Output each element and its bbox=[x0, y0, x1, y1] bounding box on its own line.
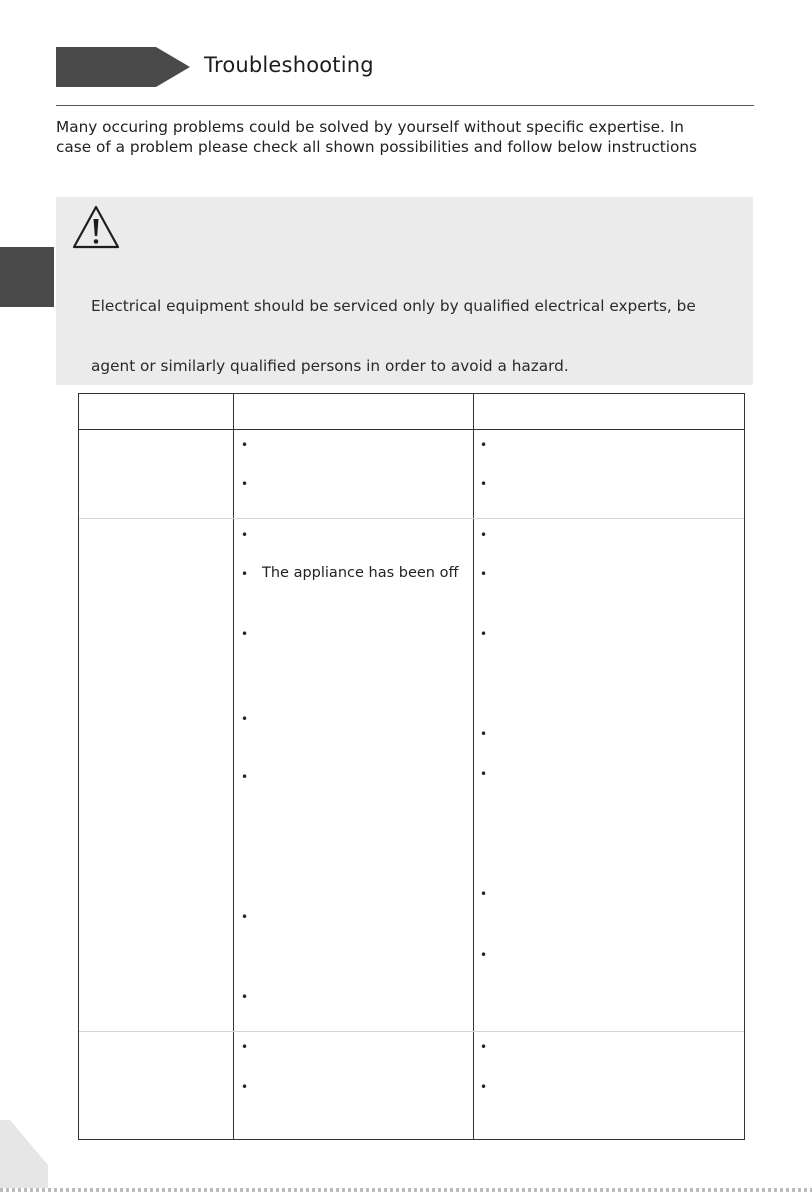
header-row-divider bbox=[79, 429, 744, 430]
section-arrow bbox=[56, 47, 190, 87]
column-divider bbox=[473, 394, 474, 1139]
warning-box bbox=[56, 197, 753, 385]
list-bullet: • bbox=[241, 627, 249, 641]
list-bullet: • bbox=[241, 1040, 249, 1054]
list-bullet: • bbox=[241, 990, 249, 1004]
list-bullet: • bbox=[241, 712, 249, 726]
row-divider bbox=[79, 518, 744, 519]
list-bullet: • bbox=[480, 627, 488, 641]
list-bullet: • bbox=[480, 438, 488, 452]
bottom-edge-strip bbox=[0, 1188, 812, 1192]
intro-line-2: case of a problem please check all shown possibilities and follow below instructions bbox=[56, 138, 697, 156]
list-bullet: • bbox=[241, 910, 249, 924]
warning-line-1: Electrical equipment should be serviced only by qualified electrical experts, be bbox=[91, 297, 696, 315]
chapter-tab bbox=[0, 247, 54, 307]
row-divider bbox=[79, 1031, 744, 1032]
troubleshooting-table bbox=[78, 393, 745, 1140]
list-bullet: • bbox=[480, 1040, 488, 1054]
list-bullet: • bbox=[241, 528, 249, 542]
list-bullet: • bbox=[480, 767, 488, 781]
page-title: Troubleshooting bbox=[204, 53, 374, 77]
warning-icon bbox=[70, 203, 122, 251]
list-bullet: • bbox=[241, 1080, 249, 1094]
page-corner-decoration bbox=[0, 1120, 48, 1192]
list-bullet: • bbox=[241, 438, 249, 452]
warning-line-2: agent or similarly qualified persons in order to avoid a hazard. bbox=[91, 357, 569, 375]
list-bullet: • bbox=[241, 770, 249, 784]
column-divider bbox=[233, 394, 234, 1139]
list-bullet: • bbox=[480, 948, 488, 962]
list-bullet: • bbox=[241, 567, 249, 581]
list-bullet: • bbox=[480, 887, 488, 901]
list-bullet: • bbox=[480, 477, 488, 491]
list-bullet: • bbox=[480, 727, 488, 741]
list-bullet: • bbox=[480, 1080, 488, 1094]
list-bullet: • bbox=[480, 528, 488, 542]
intro-paragraph bbox=[56, 117, 756, 157]
header-divider bbox=[56, 105, 754, 106]
list-bullet: • bbox=[480, 567, 488, 581]
cause-text: The appliance has been off bbox=[262, 565, 459, 581]
intro-line-1: Many occuring problems could be solved by yourself without specific expertise. In bbox=[56, 118, 684, 136]
list-bullet: • bbox=[241, 477, 249, 491]
